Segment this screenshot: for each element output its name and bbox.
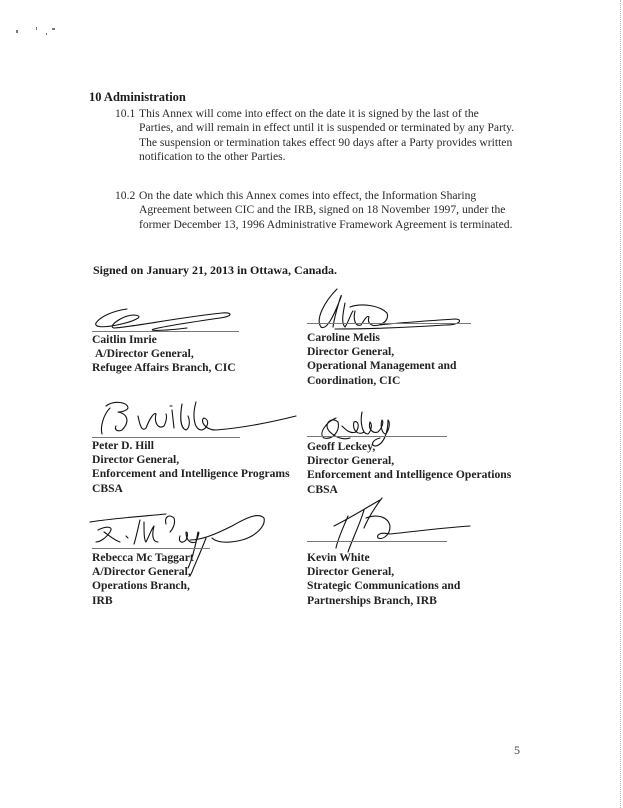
signatory-name: Caitlin Imrie [92, 333, 157, 346]
signature-line [92, 331, 239, 332]
signatory-title: Director General, [307, 345, 395, 359]
signatory-title: Director General, [307, 454, 395, 468]
signature-line [92, 437, 240, 438]
signatory-title: Strategic Communications and [307, 579, 461, 593]
signatory-block [307, 551, 460, 608]
signatory-name: Caroline Melis [307, 331, 380, 344]
section-heading: 10 Administration [89, 90, 186, 104]
signature-caroline-melis [305, 283, 475, 333]
signatory-block [92, 551, 194, 608]
signatory-name: Rebecca Mc Taggart [92, 551, 194, 564]
signatory-title: Refugee Affairs Branch, CIC [92, 361, 236, 375]
signatory-title: Director General, [92, 453, 180, 467]
signatory-name: Kevin White [307, 551, 370, 564]
paragraph-number: 10.2 [115, 189, 136, 202]
signatory-title: Partnerships Branch, IRB [307, 593, 437, 607]
signature-line [307, 436, 447, 437]
signature-line [92, 548, 210, 549]
signatory-name: Peter D. Hill [92, 439, 154, 452]
signatory-title: Operational Management and [307, 359, 457, 373]
signatory-block [307, 440, 511, 497]
paragraph-number: 10.1 [115, 107, 136, 120]
paragraph-10-2 [116, 189, 516, 232]
signatory-block [307, 331, 456, 388]
paragraph-text: On the date which this Annex comes into effect, the Information Sharing Agreement between CIC and the IRB, signed on 18 November 1997, under the former December 13, 1996 Administrative Framework Agreement is terminated. [139, 189, 513, 231]
paragraph-text: This Annex will come into effect on the date it is signed by the last of the Parties, and will remain in effect until it is suspended or terminated by any Party. The suspension or termination takes effect 90 days after a Party provides written notification to the other Parties. [139, 107, 515, 164]
signatory-title: Enforcement and Intelligence Programs [92, 467, 290, 481]
scan-speck [16, 30, 18, 33]
signatory-title: Enforcement and Intelligence Operations [307, 468, 512, 482]
signatory-title: A/Director General, [92, 565, 191, 579]
signatory-name: Geoff Leckey, [307, 440, 376, 453]
scan-edge [620, 0, 621, 808]
scan-speck [52, 28, 55, 30]
signatory-title: Director General, [307, 565, 395, 579]
signatory-title: CBSA [92, 481, 123, 495]
signature-line [307, 541, 447, 542]
signatory-title: Operations Branch, [92, 579, 190, 593]
signatory-block [92, 333, 236, 376]
signature-line [307, 323, 471, 324]
scan-speck [36, 27, 37, 30]
signed-statement: Signed on January 21, 2013 in Ottawa, Canada. [93, 263, 338, 277]
page-number: 5 [514, 743, 520, 757]
scan-speck [46, 33, 47, 35]
signature-peter-hill [92, 398, 302, 438]
signature-kevin-white [320, 496, 480, 556]
signatory-title: A/Director General, [95, 347, 194, 361]
paragraph-10-1 [116, 107, 516, 165]
signatory-title: Coordination, CIC [307, 373, 401, 387]
signatory-title: IRB [92, 593, 113, 607]
signatory-block [92, 439, 290, 496]
signatory-title: CBSA [307, 482, 338, 496]
